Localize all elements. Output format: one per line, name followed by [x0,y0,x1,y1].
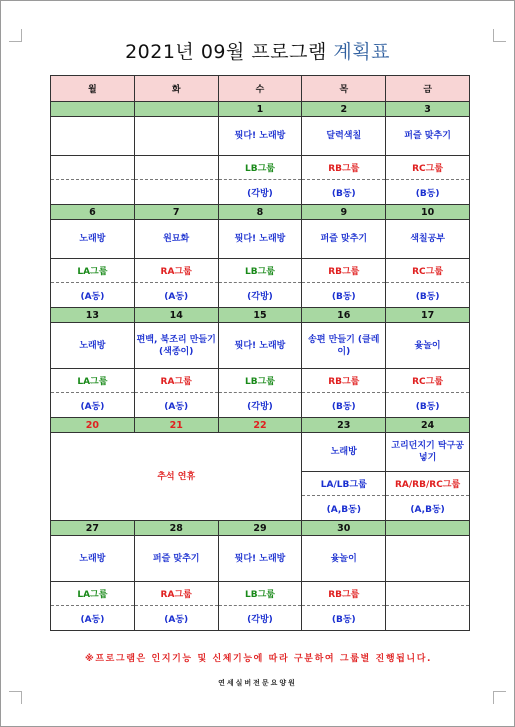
location-cell: (A,B동) [386,496,470,521]
activity-cell: 뭣다! 노래방 [218,220,302,259]
activity-cell: 뭣다! 노래방 [218,536,302,582]
facility-footer: 연세실버전문요양원 [218,679,297,687]
week2-group-row [51,259,470,283]
day-cell: 29 [218,521,302,536]
group-cell: RB그룹 [302,369,386,393]
group-cell: LA그룹 [51,582,135,606]
group-cell: RC그룹 [386,259,470,283]
group-cell [51,156,135,180]
group-cell [386,582,470,606]
crop-mark-bottom-right [493,691,506,704]
day-cell [386,521,470,536]
location-cell: (A동) [134,283,218,308]
activity-cell: 달력색칠 [302,117,386,156]
activity-cell: 윷놀이 [302,536,386,582]
week1-activity-row [51,117,470,156]
activity-cell: 고리던지기 탁구공 넣기 [386,433,470,472]
week3-day-row [51,308,470,323]
activity-cell: 퍼즐 맞추기 [386,117,470,156]
group-cell [134,156,218,180]
schedule-table [50,75,470,631]
location-cell: (B동) [302,393,386,418]
week3-group-row [51,369,470,393]
group-cell: LA그룹 [51,369,135,393]
day-cell: 6 [51,205,135,220]
group-cell: RB그룹 [302,582,386,606]
location-cell: (각방) [218,393,302,418]
group-cell: LB그룹 [218,259,302,283]
group-cell: LA/LB그룹 [302,472,386,496]
week5-group-row [51,582,470,606]
activity-cell: 색칠공부 [386,220,470,259]
title-main: 2021년 09월 프로그램 [125,41,334,63]
day-cell: 13 [51,308,135,323]
group-cell: RA/RB/RC그룹 [386,472,470,496]
page-title [1,37,514,64]
activity-cell [51,117,135,156]
location-cell [51,180,135,205]
day-cell: 1 [218,102,302,117]
location-cell: (각방) [218,180,302,205]
group-cell: RB그룹 [302,259,386,283]
location-cell: (A동) [134,393,218,418]
group-cell: LA그룹 [51,259,135,283]
day-cell [134,102,218,117]
location-cell: (A동) [51,606,135,631]
activity-cell: 원묘화 [134,220,218,259]
week3-activity-row [51,323,470,369]
weekday-wed: 수 [218,76,302,102]
group-cell: LB그룹 [218,156,302,180]
activity-cell: 송편 만들기 (클레이) [302,323,386,369]
activity-cell: 편백, 북조리 만들기 (색종이) [134,323,218,369]
location-cell: (B동) [386,283,470,308]
weekday-mon: 월 [51,76,135,102]
day-cell: 17 [386,308,470,323]
day-cell: 30 [302,521,386,536]
group-cell: RC그룹 [386,369,470,393]
day-cell: 24 [386,418,470,433]
title-highlight: 계획표 [333,41,390,63]
week3-location-row [51,393,470,418]
group-cell: RA그룹 [134,369,218,393]
location-cell: (B동) [386,180,470,205]
holiday-cell: 추석 연휴 [51,433,302,521]
week2-location-row [51,283,470,308]
weekday-fri: 금 [386,76,470,102]
week1-location-row [51,180,470,205]
day-cell: 28 [134,521,218,536]
location-cell: (B동) [302,606,386,631]
day-cell: 21 [134,418,218,433]
location-cell: (A동) [51,393,135,418]
weekday-header-row [51,76,470,102]
activity-cell: 노래방 [51,323,135,369]
week2-activity-row [51,220,470,259]
location-cell [386,606,470,631]
week4-day-row [51,418,470,433]
day-cell [51,102,135,117]
day-cell: 22 [218,418,302,433]
day-cell: 15 [218,308,302,323]
day-cell: 2 [302,102,386,117]
activity-cell: 뭣다! 노래방 [218,117,302,156]
group-cell: LB그룹 [218,582,302,606]
group-cell: RC그룹 [386,156,470,180]
group-cell: RB그룹 [302,156,386,180]
activity-cell [386,536,470,582]
day-cell: 3 [386,102,470,117]
location-cell [134,180,218,205]
group-cell: RA그룹 [134,259,218,283]
activity-cell: 노래방 [51,220,135,259]
day-cell: 27 [51,521,135,536]
day-cell: 9 [302,205,386,220]
week2-day-row [51,205,470,220]
location-cell: (A,B동) [302,496,386,521]
group-cell: RA그룹 [134,582,218,606]
activity-cell: 노래방 [51,536,135,582]
program-note: ※프로그램은 인지기능 및 신체기능에 따라 구분하여 그룹별 진행됩니다. [84,654,433,664]
week5-location-row [51,606,470,631]
week1-group-row [51,156,470,180]
activity-cell: 뭣다! 노래방 [218,323,302,369]
location-cell: (A동) [134,606,218,631]
day-cell: 16 [302,308,386,323]
location-cell: (각방) [218,606,302,631]
location-cell: (A동) [51,283,135,308]
group-cell: LB그룹 [218,369,302,393]
day-cell: 7 [134,205,218,220]
day-cell: 23 [302,418,386,433]
week4-activity-row [51,433,470,472]
day-cell: 20 [51,418,135,433]
activity-cell [134,117,218,156]
week5-activity-row [51,536,470,582]
day-cell: 14 [134,308,218,323]
location-cell: (각방) [218,283,302,308]
activity-cell: 윷놀이 [386,323,470,369]
activity-cell: 노래방 [302,433,386,472]
crop-mark-bottom-left [9,691,22,704]
week5-day-row [51,521,470,536]
week1-day-row [51,102,470,117]
location-cell: (B동) [302,180,386,205]
location-cell: (B동) [386,393,470,418]
weekday-tue: 화 [134,76,218,102]
weekday-thu: 목 [302,76,386,102]
location-cell: (B동) [302,283,386,308]
activity-cell: 퍼즐 맞추기 [302,220,386,259]
day-cell: 8 [218,205,302,220]
day-cell: 10 [386,205,470,220]
activity-cell: 퍼즐 맞추기 [134,536,218,582]
